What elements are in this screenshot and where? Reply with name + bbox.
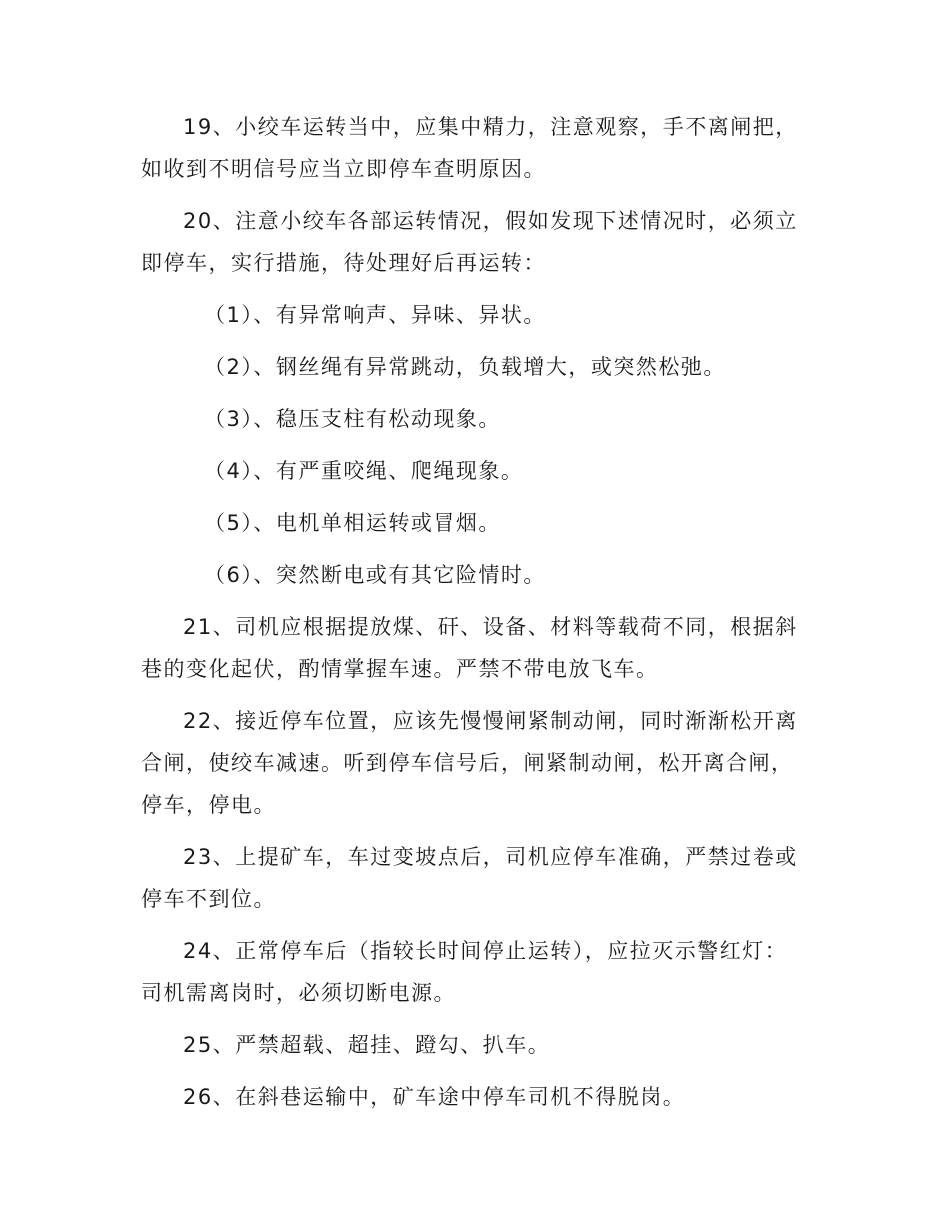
sub-item-2: （2）、钢丝绳有异常跳动，负载增大，或突然松弛。 [204, 355, 726, 379]
sub-item-3: （3）、稳压支柱有松动现象。 [204, 407, 501, 431]
paragraph-19: 19、小绞车运转当中，应集中精力，注意观察，手不离闸把，如收到不明信号应当立即停车查明原因。 [141, 115, 798, 181]
document-body [141, 106, 801, 1128]
sub-item-1: （1）、有异常响声、异味、异状。 [204, 303, 546, 327]
paragraph-22: 22、接近停车位置，应该先慢慢闸紧制动闸，同时渐渐松开离合闸，使绞车减速。听到停车信号后，闸紧制动闸，松开离合闸，停车，停电。 [141, 709, 798, 817]
paragraph-21: 21、司机应根据提放煤、矸、设备、材料等载荷不同，根据斜巷的变化起伏，酌情掌握车速。严禁不带电放飞车。 [141, 615, 798, 681]
paragraph-24: 24、正常停车后（指较长时间停止运转），应拉灭示警红灯：司机需离岗时，必须切断电源。 [141, 939, 788, 1005]
paragraph-25: 25、严禁超载、超挂、蹬勾、扒车。 [183, 1033, 551, 1057]
paragraph-20: 20、注意小绞车各部运转情况，假如发现下述情况时，必须立即停车，实行措施，待处理好后再运转： [141, 209, 798, 275]
paragraph-26: 26、在斜巷运输中，矿车途中停车司机不得脱岗。 [183, 1085, 686, 1109]
sub-item-6: （6）、突然断电或有其它险情时。 [204, 563, 546, 587]
sub-item-5: （5）、电机单相运转或冒烟。 [204, 511, 501, 535]
sub-item-4: （4）、有严重咬绳、爬绳现象。 [204, 459, 524, 483]
paragraph-23: 23、上提矿车，车过变坡点后，司机应停车准确，严禁过卷或停车不到位。 [141, 845, 798, 911]
